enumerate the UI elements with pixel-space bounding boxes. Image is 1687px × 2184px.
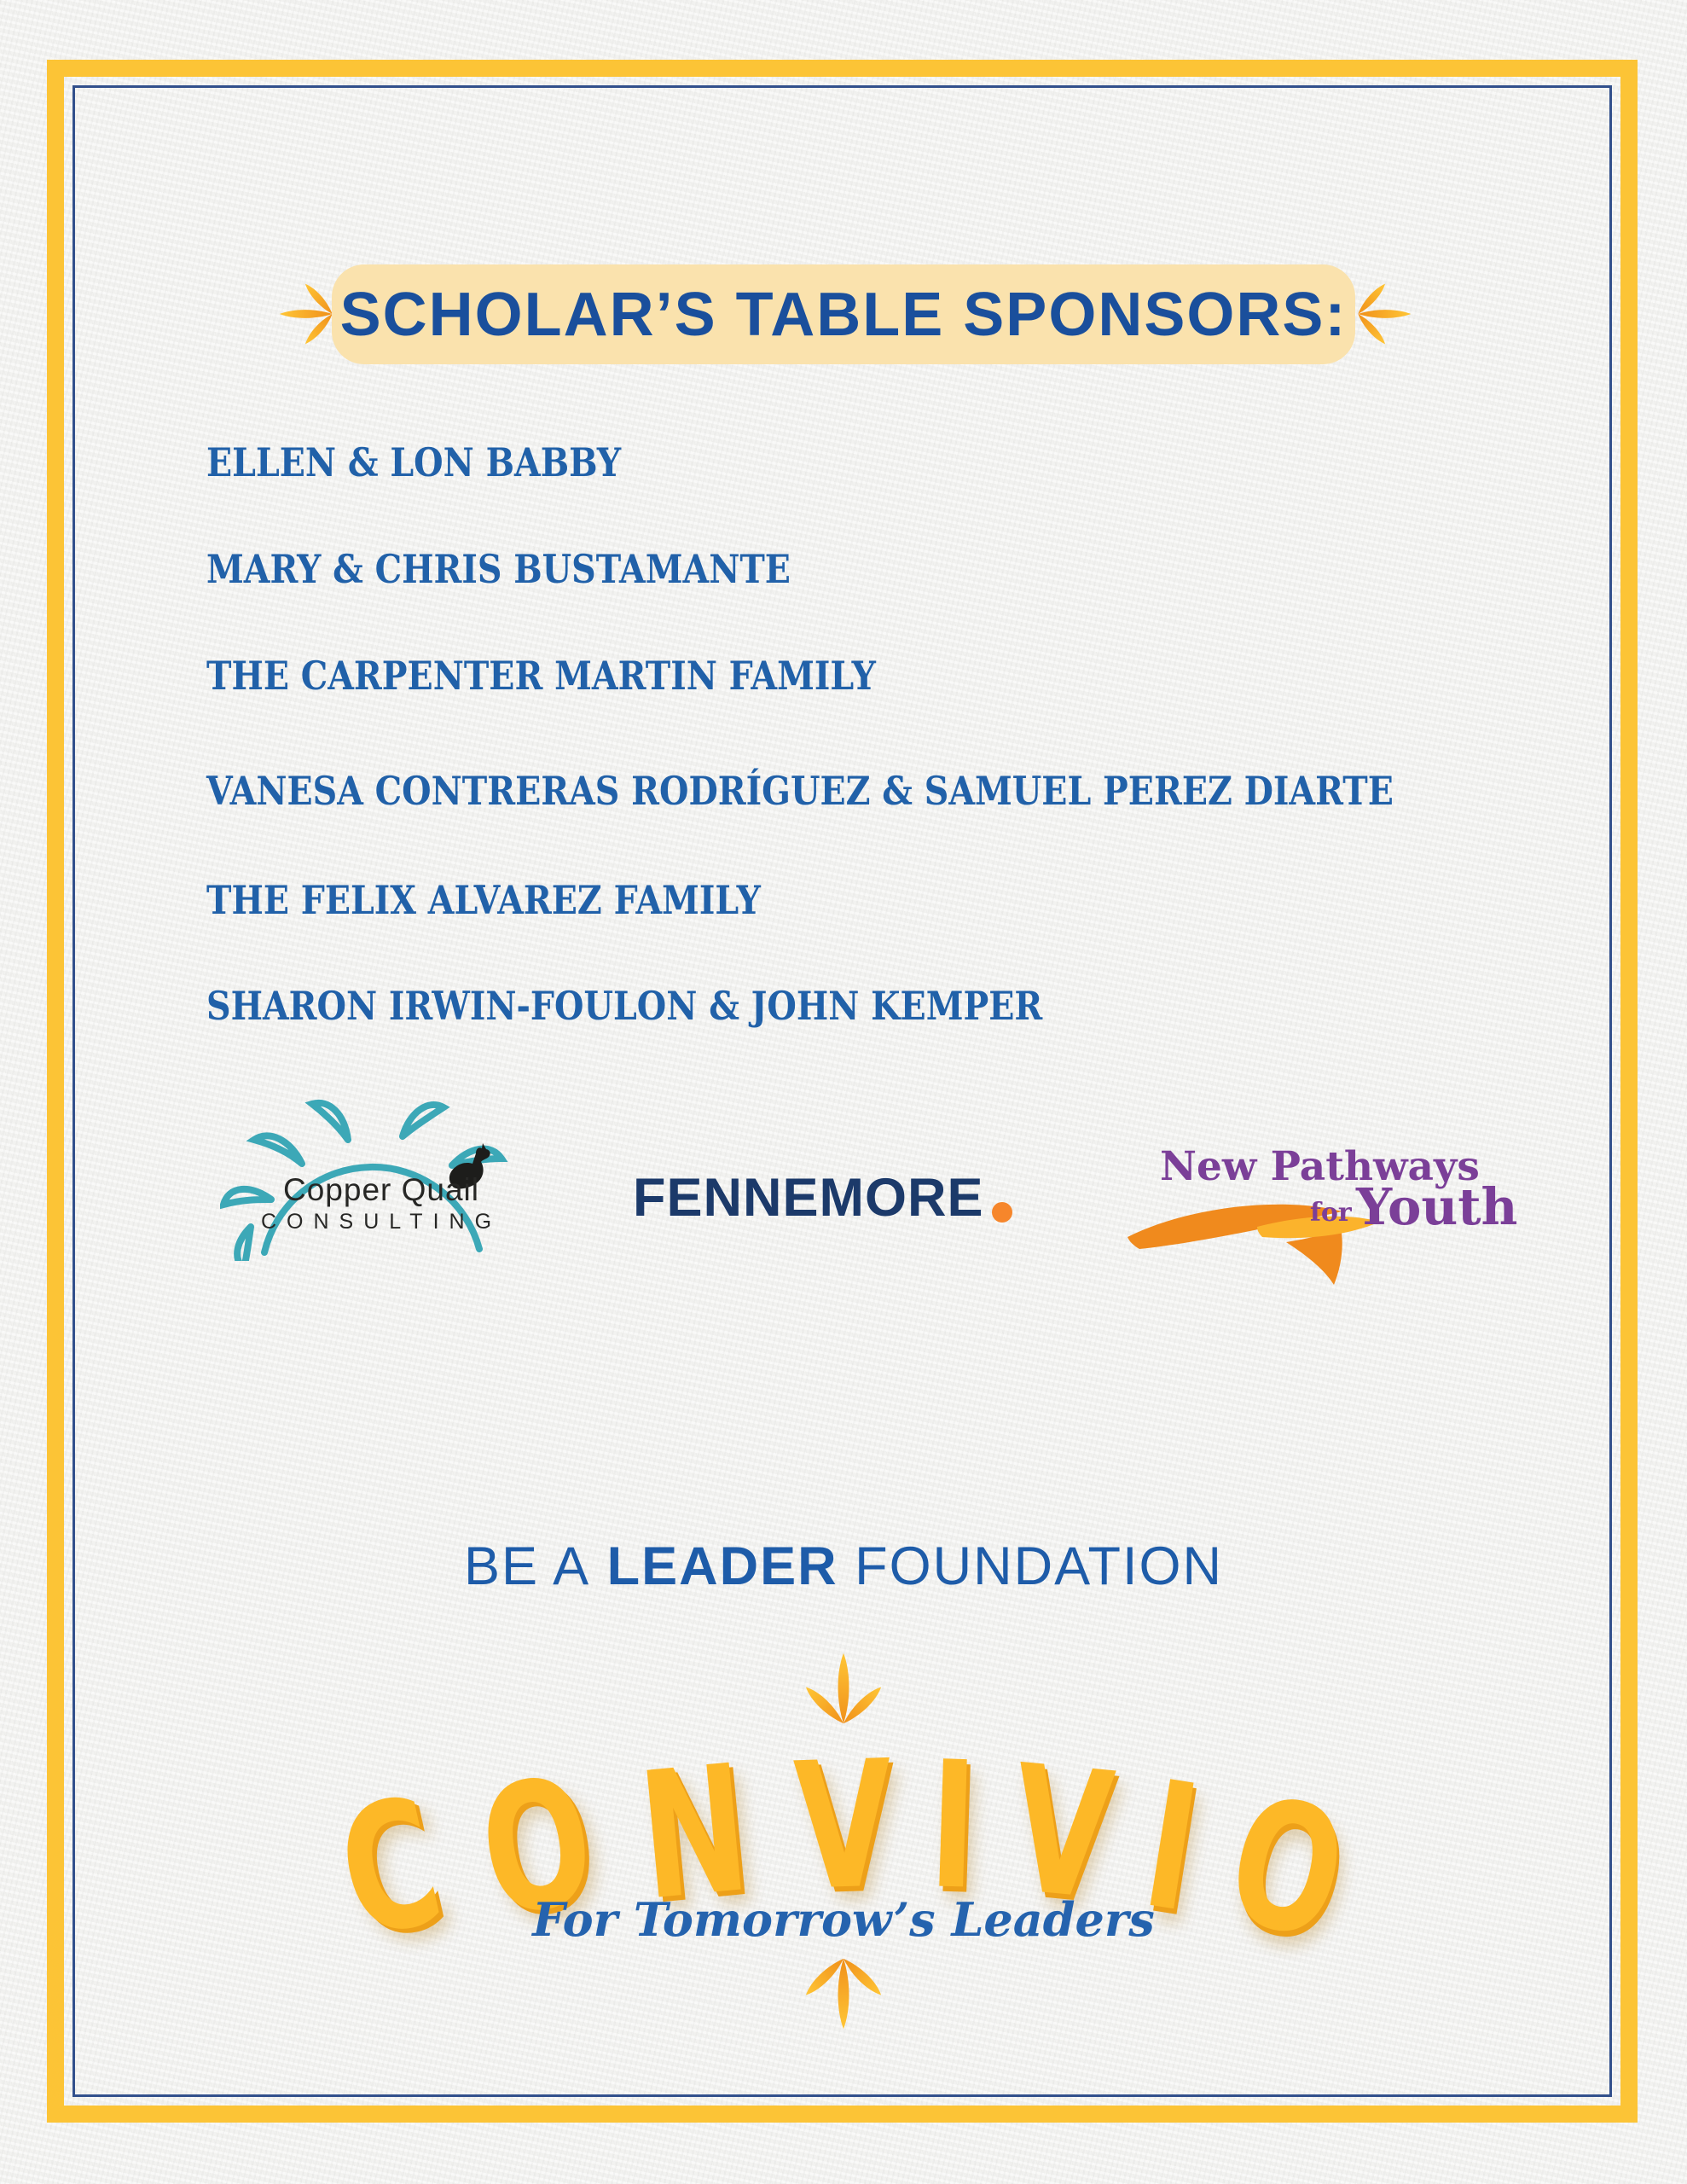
- leaf-sprig-right-icon: [1344, 283, 1426, 345]
- new-pathways-line1: New Pathways: [1160, 1143, 1480, 1190]
- convivio-leaf-bottom-icon: [803, 1955, 884, 2034]
- sponsor-name: VANESA CONTRERAS RODRÍGUEZ & SAMUEL PEREZ DIARTE: [206, 768, 1394, 814]
- convivio-tagline: For Tomorrow’s Leaders: [532, 1892, 1155, 1947]
- sponsor-name: ELLEN & LON BABBY: [206, 439, 622, 485]
- foundation-bold: LEADER: [606, 1536, 838, 1596]
- period-dot-icon: [992, 1202, 1012, 1223]
- page-title: SCHOLAR’S TABLE SPONSORS:: [339, 280, 1348, 349]
- fennemore-name: FENNEMORE: [633, 1168, 984, 1228]
- foundation-line: [0, 1536, 1687, 1597]
- fennemore-logo: [633, 1167, 1012, 1228]
- copper-quail-logo: [220, 1090, 520, 1287]
- copper-quail-name: Copper Quail: [282, 1172, 479, 1207]
- title-badge: [332, 264, 1355, 364]
- convivio-wordmark: CO N V I VIO: [322, 1723, 1362, 1980]
- new-pathways-youth-word: Youth: [1356, 1177, 1518, 1236]
- foundation-post: FOUNDATION: [855, 1536, 1223, 1596]
- sponsor-name: THE FELIX ALVAREZ FAMILY: [206, 877, 761, 923]
- new-pathways-for-word: for: [1310, 1198, 1352, 1228]
- foundation-pre: BE A: [464, 1536, 591, 1596]
- copper-quail-subtitle: CONSULTING: [260, 1210, 502, 1234]
- sponsor-name: SHARON IRWIN-FOULON & JOHN KEMPER: [206, 983, 1043, 1029]
- new-pathways-logo: [1133, 1135, 1518, 1271]
- sponsor-name: MARY & CHRIS BUSTAMANTE: [206, 546, 791, 592]
- sponsor-name: THE CARPENTER MARTIN FAMILY: [206, 653, 876, 699]
- convivio-leaf-top-icon: [803, 1648, 884, 1727]
